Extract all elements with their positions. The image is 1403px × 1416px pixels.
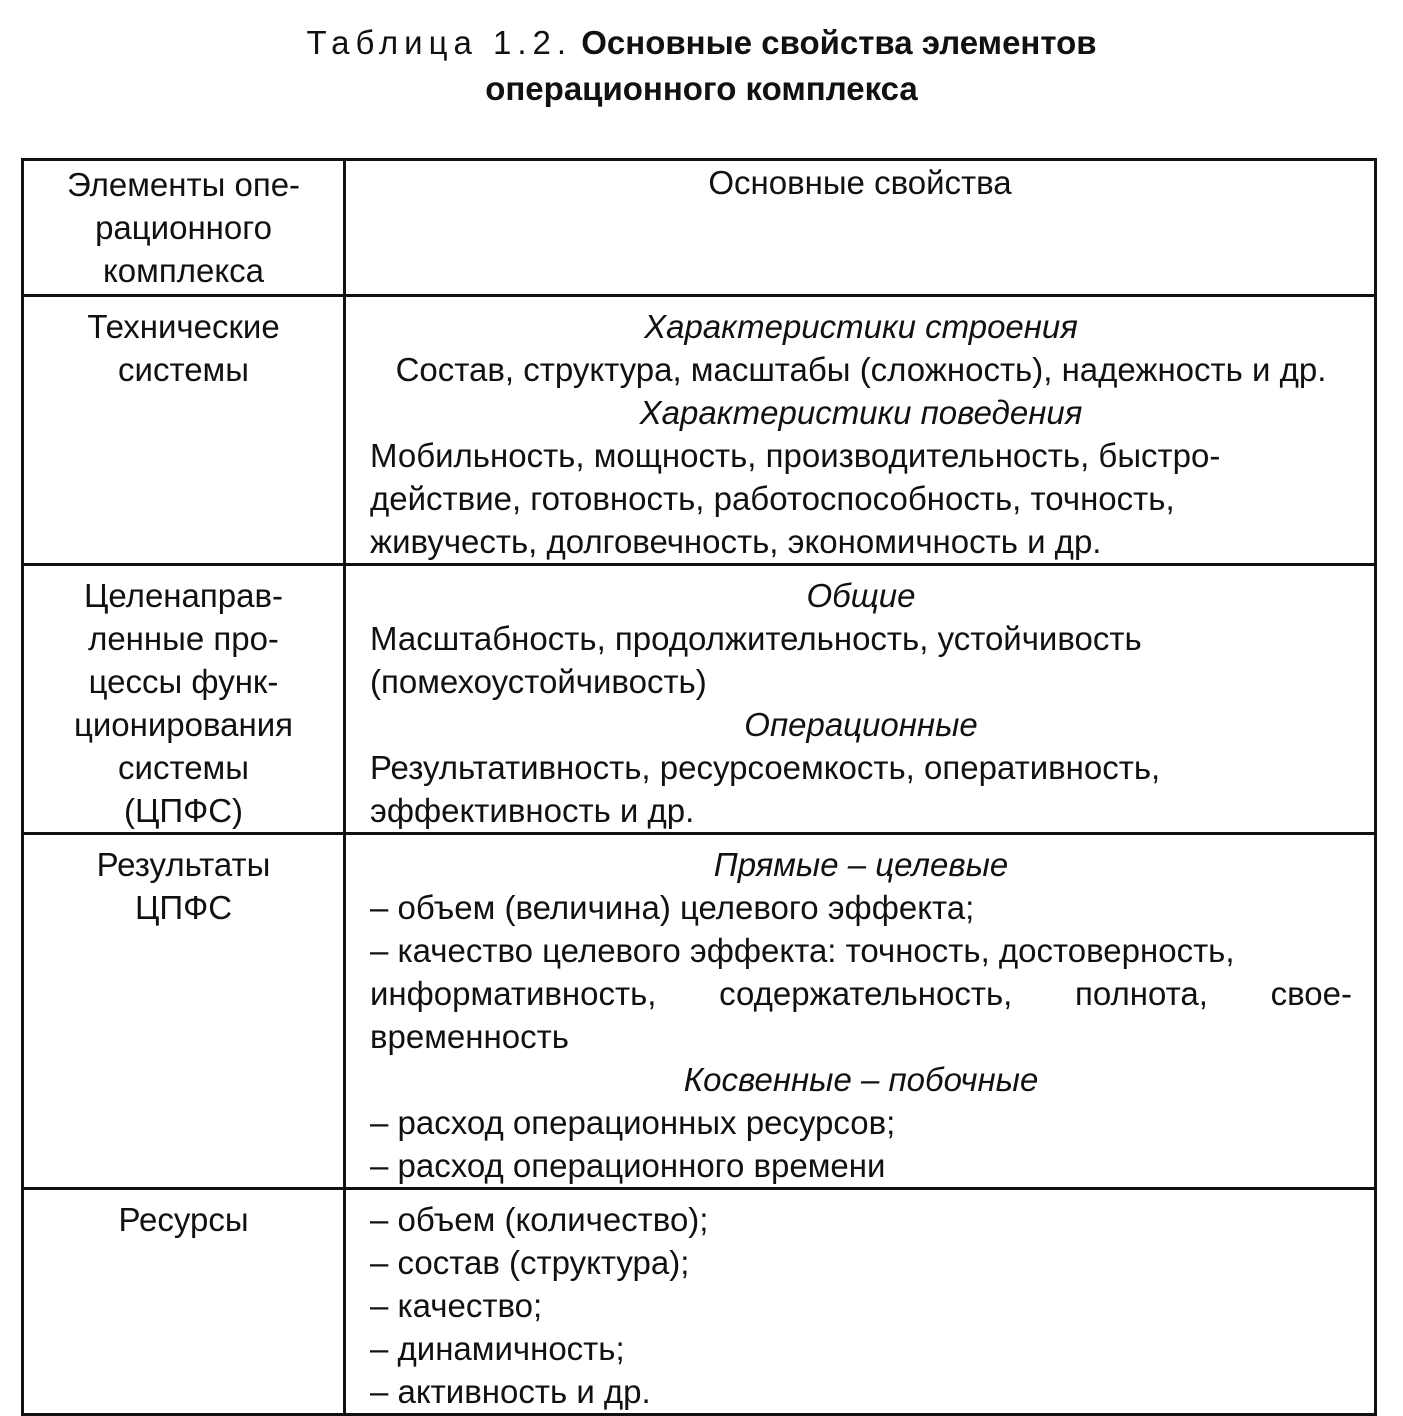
list-item: – расход операционного времени (370, 1147, 886, 1184)
properties-table (21, 158, 1377, 1416)
list-item: – расход операционных ресурсов; (370, 1104, 896, 1141)
list-item: – качество целевого эффекта: точность, достоверность, (370, 932, 1235, 969)
caption-title-line-1: Основные свойства элементов (581, 24, 1097, 61)
table-row-technical-systems (23, 296, 1376, 565)
table-header-row (23, 160, 1376, 296)
word: полнота, (1075, 975, 1208, 1012)
list-item: временность (370, 1018, 569, 1055)
subheading: Прямые – целевые (713, 846, 1009, 883)
row-properties (345, 834, 1376, 1189)
property-text: Масштабность, продолжительность, устойчивость (370, 620, 1142, 657)
header-elements-cell: Элементы опе- рационного комплекса (23, 160, 345, 296)
subheading: Косвенные – побочные (683, 1061, 1039, 1098)
property-text: Результативность, ресурсоемкость, оперативность, (370, 749, 1161, 786)
row-element-label: Технические системы (23, 296, 345, 565)
subheading: Операционные (744, 706, 978, 743)
property-text: Мобильность, мощность, производительность, быстро- (370, 437, 1221, 474)
table-caption (0, 20, 1403, 112)
word: свое- (1270, 975, 1352, 1012)
row-properties (345, 565, 1376, 834)
property-text: Состав, структура, масштабы (сложность), надежность и др. (395, 351, 1327, 388)
row-element-label: Ресурсы (23, 1189, 345, 1415)
row-properties (345, 1189, 1376, 1415)
row-element-label: Результаты ЦПФС (23, 834, 345, 1189)
table-row-results (23, 834, 1376, 1189)
table-row-resources (23, 1189, 1376, 1415)
header-properties-cell: Основные свойства (345, 160, 1376, 296)
subheading: Характеристики строения (644, 308, 1078, 345)
property-text: (помехоустойчивость) (370, 663, 707, 700)
word: содержательность, (719, 975, 1013, 1012)
row-properties (345, 296, 1376, 565)
caption-label: Таблица 1.2. (306, 24, 573, 61)
property-text: эффективность и др. (370, 792, 695, 829)
list-item: – объем (количество); (370, 1201, 709, 1238)
list-item: – активность и др. (370, 1373, 651, 1410)
property-text: действие, готовность, работоспособность, точность, (370, 480, 1175, 517)
subheading: Характеристики поведения (639, 394, 1083, 431)
list-item: – качество; (370, 1287, 543, 1324)
table-row-processes (23, 565, 1376, 834)
row-element-label: Целенаправ- ленные про- цессы функ- ционирования системы (ЦПФС) (23, 565, 345, 834)
property-text: живучесть, долговечность, экономичность и др. (370, 523, 1102, 560)
word: информативность, (370, 975, 657, 1012)
caption-title-line-2: операционного комплекса (485, 70, 918, 107)
list-item: – состав (структура); (370, 1244, 690, 1281)
list-item: – объем (величина) целевого эффекта; (370, 889, 975, 926)
list-item-justified (370, 972, 1352, 1015)
caption-line-1 (0, 20, 1403, 66)
subheading: Общие (806, 577, 916, 614)
list-item: – динамичность; (370, 1330, 625, 1367)
